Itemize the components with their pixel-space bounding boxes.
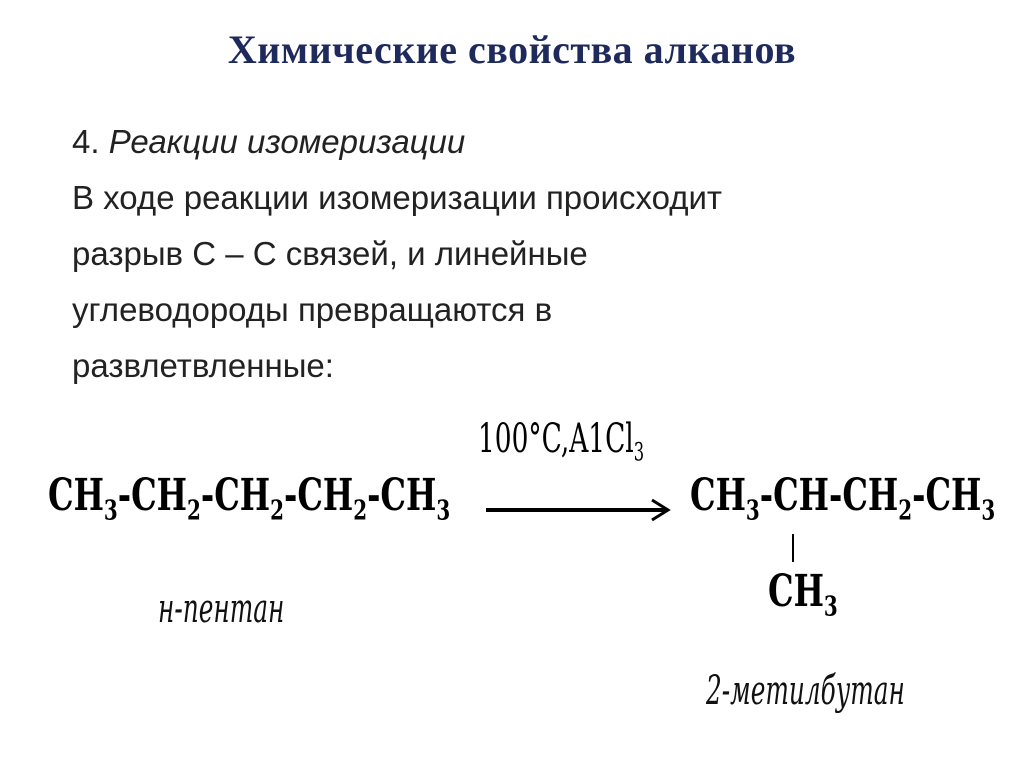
product-subscript: 2	[898, 494, 913, 527]
section-heading-text: Реакции изомеризации	[108, 123, 466, 160]
branch-bond	[792, 534, 794, 562]
product-name: 2-метилбутан	[706, 668, 905, 714]
product-formula	[690, 470, 996, 527]
reactant-group: CH	[48, 470, 104, 521]
body-text	[72, 114, 972, 394]
reaction-arrow-icon	[486, 498, 672, 522]
branch-group: CH	[768, 566, 824, 617]
reactant-group: -CH	[367, 470, 437, 521]
reactant-subscript: 2	[270, 494, 284, 527]
branch-subscript: 3	[823, 590, 838, 623]
product-group: -CH	[912, 470, 982, 521]
reactant-subscript: 2	[353, 494, 368, 527]
reaction-conditions	[478, 416, 645, 467]
product-group: CH	[690, 470, 746, 521]
conditions-text: 100°C,A1Cl	[478, 416, 634, 462]
product-subscript: 3	[981, 494, 996, 527]
body-line-3: углеводороды превращаются в	[72, 291, 553, 328]
reactant-group: -CH	[200, 470, 271, 521]
reactant-formula	[48, 470, 451, 527]
reactant-name: н-пентан	[158, 586, 285, 632]
product-branch-formula	[768, 566, 838, 623]
product-subscript: 3	[745, 494, 760, 527]
reactant-subscript: 2	[187, 494, 201, 527]
reactant-group: -CH	[117, 470, 188, 521]
reactant-subscript: 3	[103, 494, 118, 527]
reactant-group: -CH	[283, 470, 354, 521]
reactant-subscript: 3	[436, 494, 451, 527]
body-line-2: разрыв С – С связей, и линейные	[72, 235, 588, 272]
conditions-subscript: 3	[633, 437, 645, 467]
body-line-4: развлетвленные:	[72, 347, 334, 384]
product-group: -CH-CH	[759, 470, 899, 521]
body-line-1: В ходе реакции изомеризации происходит	[72, 179, 723, 216]
section-heading	[72, 114, 972, 170]
section-number: 4.	[72, 123, 100, 160]
slide-title: Химические свойства алканов	[227, 27, 797, 72]
